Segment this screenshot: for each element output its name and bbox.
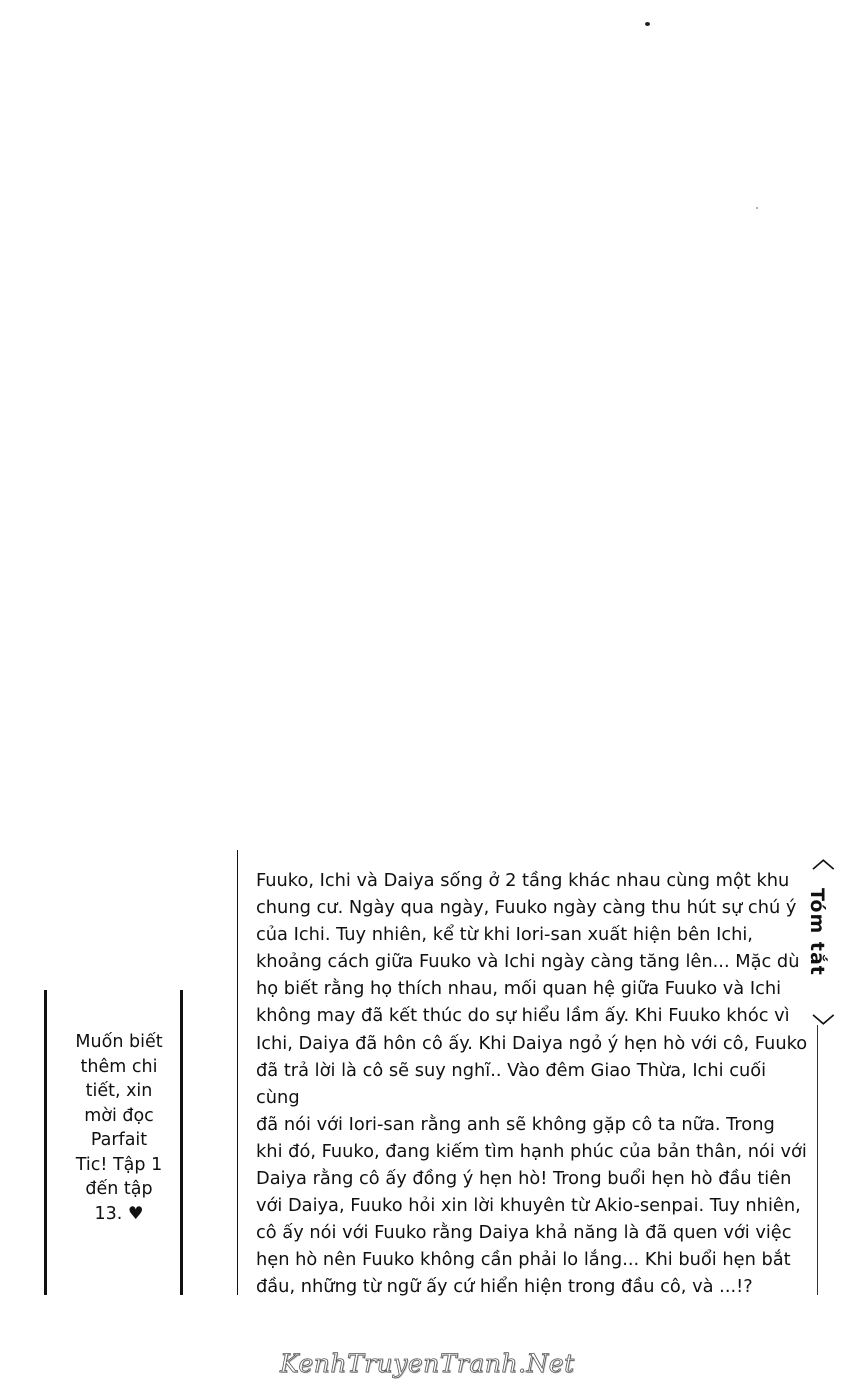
promo-line: thêm chi xyxy=(80,1056,158,1077)
summary-line: của Ichi. Tuy nhiên, kể từ khi Iori-san xuất hiện bên Ichi, xyxy=(256,924,753,946)
promo-line: Parfait xyxy=(90,1130,148,1150)
summary-line: Fuuko, Ichi và Daiya sống ở 2 tầng khác nhau cùng một khu xyxy=(256,870,790,891)
promo-line: Tic! Tập 1 xyxy=(75,1154,163,1175)
promo-line: mời đọc xyxy=(84,1105,154,1126)
summary-line: đầu, những từ ngữ ấy cứ hiển hiện trong đầu cô, và ...!? xyxy=(256,1276,753,1298)
summary-line: Daiya rằng cô ấy đồng ý hẹn hò! Trong buổi hẹn hò đầu tiên xyxy=(256,1168,792,1190)
summary-text xyxy=(256,867,808,1301)
summary-line: đã nói với Iori-san rằng anh sẽ không gặp cô ta nữa. Trong xyxy=(256,1113,775,1135)
summary-line: cô ấy nói với Fuuko rằng Daiya khả năng là đã quen với việc xyxy=(256,1222,792,1244)
heading-open-bracket: 〈 xyxy=(809,847,835,871)
promo-note xyxy=(64,1030,174,1226)
summary-line: khi đó, Fuuko, đang kiếm tìm hạnh phúc của bản thân, nói với xyxy=(256,1140,807,1162)
summary-line: không may đã kết thúc do sự hiểu lầm ấy. Khi Fuuko khóc vì xyxy=(256,1005,790,1027)
summary-heading xyxy=(800,847,840,1037)
summary-line: họ biết rằng họ thích nhau, mối quan hệ giữa Fuuko và Ichi xyxy=(256,978,782,1000)
promo-line: 13. ♥ xyxy=(94,1203,144,1224)
promo-right-rule xyxy=(180,990,183,1295)
summary-line: chung cư. Ngày qua ngày, Fuuko ngày càng thu hút sự chú ý xyxy=(256,897,797,919)
ink-speck xyxy=(645,22,650,26)
promo-line: Muốn biết xyxy=(75,1032,163,1052)
summary-line: Ichi, Daiya đã hôn cô ấy. Khi Daiya ngỏ ý hẹn hò với cô, Fuuko xyxy=(256,1032,808,1054)
summary-line: khoảng cách giữa Fuuko và Ichi ngày càng tăng lên... Mặc dù xyxy=(256,951,800,973)
summary-line: đã trả lời là cô sẽ suy nghĩ.. Vào đêm Giao Thừa, Ichi cuối cùng xyxy=(256,1059,767,1108)
summary-line: với Daiya, Fuuko hỏi xin lời khuyên từ Akio-senpai. Tuy nhiên, xyxy=(256,1195,801,1217)
promo-left-rule xyxy=(44,990,47,1295)
watermark-logo: KenhTruyenTranh.Net xyxy=(280,1349,575,1378)
summary-line: hẹn hò nên Fuuko không cần phải lo lắng... Khi buổi hẹn bắt xyxy=(256,1249,791,1271)
summary-divider xyxy=(237,850,238,1295)
ink-speck xyxy=(756,207,758,209)
promo-line: tiết, xin xyxy=(85,1081,153,1101)
heading-close-bracket: 〉 xyxy=(809,1013,835,1037)
heading-rule xyxy=(817,1025,818,1295)
heading-title: Tóm tắt xyxy=(806,888,828,976)
promo-line: đến tập xyxy=(85,1179,153,1199)
